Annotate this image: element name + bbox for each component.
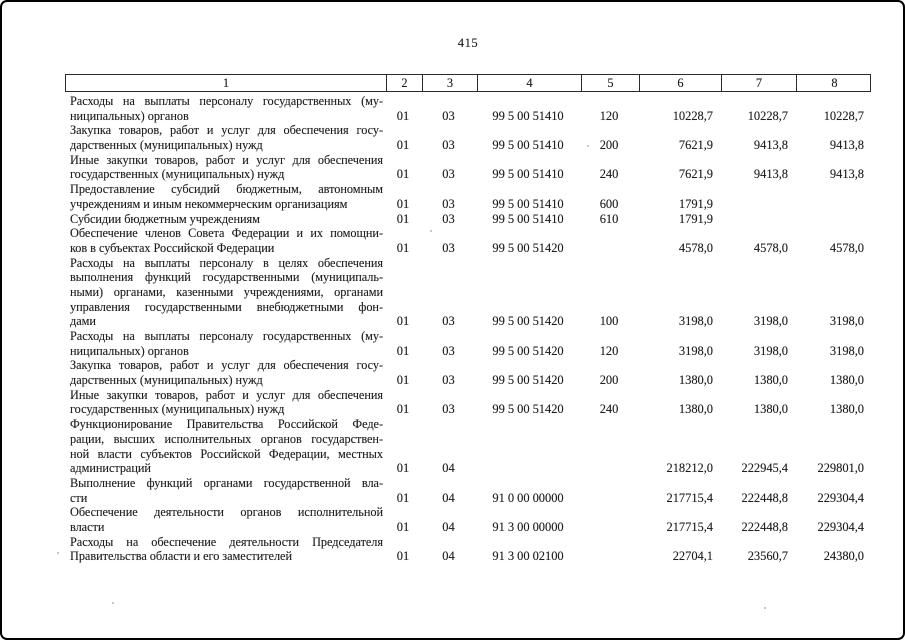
cell-c7: 1380,0 bbox=[753, 373, 788, 388]
name-line: дами bbox=[70, 314, 96, 329]
scan-speck bbox=[430, 230, 432, 232]
header-cell-5: 5 bbox=[581, 75, 639, 91]
cell-c3: 03 bbox=[442, 138, 455, 153]
cell-c6: 4578,0 bbox=[678, 240, 713, 255]
cell-c7: 23560,7 bbox=[747, 549, 788, 564]
cell-c7: 3198,0 bbox=[753, 314, 788, 329]
header-cell-1: 1 bbox=[222, 76, 230, 90]
name-line: Иные закупки товаров, работ и услуг для обеспечения bbox=[70, 152, 383, 167]
name-line: Расходы на выплаты персоналу в целях обеспечения bbox=[70, 255, 383, 270]
cell-c6: 7621,9 bbox=[678, 167, 713, 182]
name-line: дарственных (муниципальных) нужд bbox=[70, 373, 263, 388]
cell-c2: 01 bbox=[396, 196, 410, 211]
cell-c8: 9413,8 bbox=[829, 167, 864, 182]
name-line: учреждениям и иным некоммерческим организациям bbox=[70, 196, 348, 211]
name-line: дарственных (муниципальных) нужд bbox=[70, 138, 263, 153]
cell-c8: 3198,0 bbox=[829, 314, 864, 329]
cell-c4: 99 5 00 51410 bbox=[492, 211, 564, 226]
scan-speck bbox=[112, 602, 114, 604]
cell-name bbox=[65, 505, 385, 534]
name-line: государственных (муниципальных) нужд bbox=[70, 402, 285, 417]
scan-speck bbox=[57, 552, 59, 554]
cell-c4: 99 5 00 51420 bbox=[492, 373, 564, 388]
cell-c3: 03 bbox=[442, 343, 455, 358]
cell-c6: 217715,4 bbox=[666, 519, 713, 534]
cell-c8: 9413,8 bbox=[829, 138, 864, 153]
name-line: власти bbox=[70, 519, 105, 534]
cell-c2: 01 bbox=[396, 314, 410, 329]
table-row bbox=[65, 123, 871, 152]
cell-name bbox=[65, 358, 385, 387]
cell-c6: 217715,4 bbox=[666, 490, 713, 505]
cell-c7: 9413,8 bbox=[753, 167, 788, 182]
name-line: Закупка товаров, работ и услуг для обеспечения госу- bbox=[70, 123, 383, 138]
cell-c4: 99 5 00 51410 bbox=[492, 108, 564, 123]
table-row bbox=[65, 476, 871, 505]
cell-c8: 229304,4 bbox=[817, 519, 864, 534]
cell-c8: 24380,0 bbox=[823, 549, 864, 564]
cell-c7: 3198,0 bbox=[753, 343, 788, 358]
cell-c2: 01 bbox=[396, 108, 410, 123]
cell-c4: 91 0 00 00000 bbox=[492, 490, 564, 505]
name-line: ной власти субъектов Российской Федерации, местных bbox=[70, 446, 383, 461]
cell-c3: 04 bbox=[442, 461, 455, 476]
cell-c6: 7621,9 bbox=[678, 138, 713, 153]
cell-c6: 3198,0 bbox=[678, 343, 713, 358]
cell-name bbox=[65, 123, 385, 152]
scan-speck bbox=[764, 607, 766, 609]
header-cell-8: 8 bbox=[796, 75, 872, 91]
cell-c4: 91 3 00 02100 bbox=[492, 549, 564, 564]
cell-c3: 04 bbox=[442, 549, 455, 564]
name-line: администраций bbox=[70, 461, 151, 476]
name-line: ков в субъектах Российской Федерации bbox=[70, 240, 275, 255]
header-cell-6: 6 bbox=[639, 75, 721, 91]
table-header-row bbox=[65, 74, 871, 92]
cell-c8: 10228,7 bbox=[823, 108, 864, 123]
cell-c4: 99 5 00 51420 bbox=[492, 402, 564, 417]
name-line: ными) органами, казенными учреждениями, органами bbox=[70, 284, 383, 299]
header-cell-2: 2 bbox=[386, 75, 422, 91]
name-line: Расходы на выплаты персоналу государственных (му- bbox=[70, 329, 383, 344]
cell-c6: 3198,0 bbox=[678, 314, 713, 329]
cell-c3: 03 bbox=[442, 211, 455, 226]
cell-c5: 610 bbox=[599, 211, 619, 226]
cell-c4: 99 5 00 51420 bbox=[492, 240, 564, 255]
table-row bbox=[65, 153, 871, 182]
cell-name bbox=[65, 476, 385, 505]
cell-c5: 120 bbox=[599, 343, 619, 358]
cell-name bbox=[65, 388, 385, 417]
name-line: Субсидии бюджетным учреждениям bbox=[70, 211, 260, 226]
cell-name bbox=[65, 256, 385, 329]
table-row bbox=[65, 182, 871, 211]
name-line: Обеспечение членов Совета Федерации и их помощни- bbox=[70, 226, 383, 241]
cell-c6: 10228,7 bbox=[672, 108, 713, 123]
name-line: Функционирование Правительства Российской Феде- bbox=[70, 417, 383, 432]
cell-c3: 03 bbox=[442, 402, 455, 417]
name-line: управления государственными внебюджетными фон- bbox=[70, 299, 383, 314]
name-line: Расходы на обеспечение деятельности Председателя bbox=[70, 534, 383, 549]
cell-c6: 218212,0 bbox=[666, 461, 713, 476]
cell-c4: 99 5 00 51410 bbox=[492, 196, 564, 211]
page-number: 415 bbox=[457, 36, 479, 50]
cell-c7: 222945,4 bbox=[741, 461, 788, 476]
cell-c8: 1380,0 bbox=[829, 402, 864, 417]
cell-c2: 01 bbox=[396, 167, 410, 182]
cell-name bbox=[65, 329, 385, 358]
name-line: Выполнение функций органами государственной вла- bbox=[70, 475, 383, 490]
cell-c8: 3198,0 bbox=[829, 343, 864, 358]
table-row bbox=[65, 256, 871, 329]
cell-name bbox=[65, 417, 385, 476]
cell-c2: 01 bbox=[396, 211, 410, 226]
cell-c6: 1791,9 bbox=[678, 196, 713, 211]
cell-c8: 4578,0 bbox=[829, 240, 864, 255]
cell-name bbox=[65, 94, 385, 123]
cell-c3: 03 bbox=[442, 196, 455, 211]
cell-c5: 200 bbox=[599, 373, 619, 388]
cell-c3: 03 bbox=[442, 167, 455, 182]
name-line: рации, высших исполнительных органов государствен- bbox=[70, 431, 383, 446]
cell-c2: 01 bbox=[396, 402, 410, 417]
cell-c3: 04 bbox=[442, 490, 455, 505]
table-row bbox=[65, 94, 871, 123]
cell-c2: 01 bbox=[396, 549, 410, 564]
cell-c7: 9413,8 bbox=[753, 138, 788, 153]
cell-c3: 03 bbox=[442, 373, 455, 388]
name-line: Правительства области и его заместителей bbox=[70, 549, 292, 564]
scan-speck bbox=[587, 145, 589, 147]
cell-name bbox=[65, 226, 385, 255]
cell-c4: 99 5 00 51410 bbox=[492, 167, 564, 182]
cell-c3: 03 bbox=[442, 108, 455, 123]
cell-c2: 01 bbox=[396, 461, 410, 476]
budget-table bbox=[65, 74, 871, 564]
cell-c7: 222448,8 bbox=[741, 519, 788, 534]
table-row bbox=[65, 505, 871, 534]
cell-c6: 1380,0 bbox=[678, 402, 713, 417]
name-line: ниципальных) органов bbox=[70, 108, 189, 123]
cell-c2: 01 bbox=[396, 519, 410, 534]
cell-c2: 01 bbox=[396, 373, 410, 388]
name-line: Предоставление субсидий бюджетным, автономным bbox=[70, 182, 383, 197]
table-row bbox=[65, 212, 871, 227]
cell-c7: 10228,7 bbox=[747, 108, 788, 123]
cell-c6: 1791,9 bbox=[678, 211, 713, 226]
cell-c5: 600 bbox=[599, 196, 619, 211]
cell-c2: 01 bbox=[396, 240, 410, 255]
cell-name bbox=[65, 182, 385, 211]
cell-c8: 1380,0 bbox=[829, 373, 864, 388]
table-row bbox=[65, 329, 871, 358]
cell-c3: 03 bbox=[442, 314, 455, 329]
cell-name bbox=[65, 212, 385, 227]
table-row bbox=[65, 417, 871, 476]
name-line: ниципальных) органов bbox=[70, 343, 189, 358]
cell-c6: 1380,0 bbox=[678, 373, 713, 388]
cell-c5: 120 bbox=[599, 108, 619, 123]
name-line: Обеспечение деятельности органов исполнительной bbox=[70, 505, 383, 520]
name-line: сти bbox=[70, 490, 88, 505]
name-line: государственных (муниципальных) нужд bbox=[70, 167, 285, 182]
header-cell-3: 3 bbox=[422, 75, 477, 91]
cell-c4: 91 3 00 00000 bbox=[492, 519, 564, 534]
name-line: выполнения функций государственными (муниципаль- bbox=[70, 270, 383, 285]
table-row bbox=[65, 535, 871, 564]
cell-c7: 1380,0 bbox=[753, 402, 788, 417]
cell-c4: 99 5 00 51410 bbox=[492, 138, 564, 153]
cell-c5: 200 bbox=[599, 138, 619, 153]
name-line: Иные закупки товаров, работ и услуг для обеспечения bbox=[70, 387, 383, 402]
cell-c4: 99 5 00 51420 bbox=[492, 314, 564, 329]
cell-c4: 99 5 00 51420 bbox=[492, 343, 564, 358]
cell-name bbox=[65, 535, 385, 564]
cell-c8: 229304,4 bbox=[817, 490, 864, 505]
name-line: Закупка товаров, работ и услуг для обеспечения госу- bbox=[70, 358, 383, 373]
table-row bbox=[65, 358, 871, 387]
cell-c5: 240 bbox=[599, 167, 619, 182]
table-row bbox=[65, 388, 871, 417]
cell-c5: 100 bbox=[599, 314, 619, 329]
cell-c3: 03 bbox=[442, 240, 455, 255]
cell-c2: 01 bbox=[396, 490, 410, 505]
cell-name bbox=[65, 153, 385, 182]
header-cell-4: 4 bbox=[477, 75, 581, 91]
cell-c7: 4578,0 bbox=[753, 240, 788, 255]
cell-c7: 222448,8 bbox=[741, 490, 788, 505]
cell-c2: 01 bbox=[396, 343, 410, 358]
table-row bbox=[65, 226, 871, 255]
name-line: Расходы на выплаты персоналу государственных (му- bbox=[70, 94, 383, 108]
table-body bbox=[65, 92, 871, 564]
header-cell-7: 7 bbox=[721, 75, 796, 91]
cell-c3: 04 bbox=[442, 519, 455, 534]
cell-c8: 229801,0 bbox=[817, 461, 864, 476]
cell-c5: 240 bbox=[599, 402, 619, 417]
cell-c6: 22704,1 bbox=[672, 549, 713, 564]
cell-c2: 01 bbox=[396, 138, 410, 153]
